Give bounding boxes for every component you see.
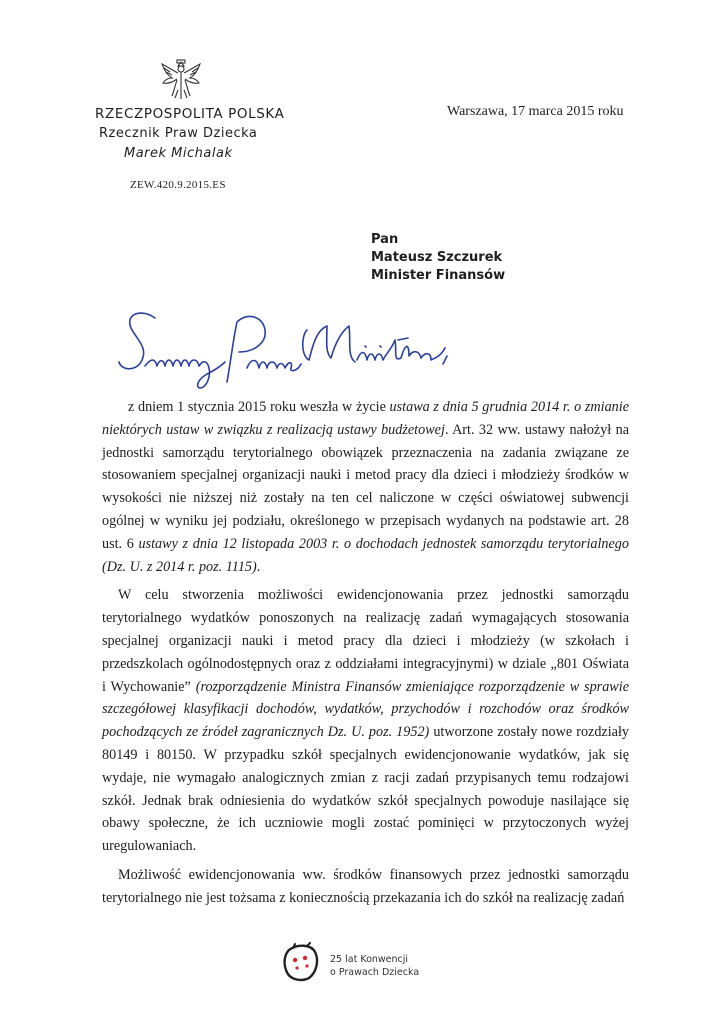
addressee-salutation: Pan bbox=[371, 232, 399, 247]
issuer-country: RZECZPOSPOLITA POLSKA bbox=[95, 106, 285, 122]
reference-number: ZEW.420.9.2015.ES bbox=[130, 179, 226, 191]
convention-smiley-logo-icon bbox=[283, 942, 319, 982]
paragraph-2: W celu stworzenia możliwości ewidencjonowania przez jednostki samorządu terytorialnego wydatków ponoszonych na realizację zadań wymagających stosowania specjalnej organizacji nauki i metod pracy dla dzieci i młodzieży (w szkołach i przedszkolach ogólnodostępnych oraz z oddziałami integracyjnymi) w dziale „801 Oświata i Wychowanie” (rozporządzenie Ministra Finansów zmieniające rozporządzenie w sprawie szczegółowej klasyfikacji dochodów, wydatków, przychodów i rozchodów oraz środków pochodzących ze źródeł zagranicznych Dz. U. poz. 1952) utworzone zostały nowe rozdziały 80149 i 80150. W przypadku szkół specjalnych ewidencjonowanie wydatków, jak się wydaje, nie wymagało analogicznych zmian z racji zadań przypisanych temu rodzajowi szkół. Jednak brak odniesienia do wydatków szkół specjalnych powoduje nasilające się obawy społeczne, że ich uczniowie mogli zostać pominięci w przytoczonych wyżej uregulowaniach. bbox=[102, 587, 629, 855]
addressee-position: Minister Finansów bbox=[371, 268, 506, 283]
footer-line-2: o Prawach Dziecka bbox=[330, 967, 420, 978]
issuer-name: Marek Michalak bbox=[124, 146, 233, 161]
paragraph-1: z dniem 1 stycznia 2015 roku weszła w życie ustawa z dnia 5 grudnia 2014 r. o zmianie niektórych ustaw w związku z realizacją ustawy budżetowej. Art. 32 ww. ustawy nałożył na jednostki samorządu terytorialnego obowiązek przeznaczenia na zadania związane ze stosowaniem specjalnej organizacji nauki i metod pracy dla dzieci i młodzieży środków w wysokości nie niższej niż zostały na ten cel naliczone w części oświatowej subwencji ogólnej w wyniku jej podziału, określonego w przepisach wydanych na podstawie art. 28 ust. 6 ustawy z dnia 12 listopada 2003 r. o dochodach jednostek samorządu terytorialnego (Dz. U. z 2014 r. poz. 1115). bbox=[102, 399, 629, 575]
handwritten-greeting-signature bbox=[115, 300, 455, 395]
signature-text: Szanowny Panie Ministrze, bbox=[115, 394, 126, 395]
paragraph-3: Możliwość ewidencjonowania ww. środków finansowych przez jednostki samorządu terytorialnego nie jest tożsama z koniecznością przekazania ich do szkół na realizację zadań bbox=[102, 866, 629, 906]
footer-line-1: 25 lat Konwencji bbox=[330, 954, 409, 965]
polish-eagle-emblem-icon bbox=[158, 56, 204, 102]
letter-date: Warszawa, 17 marca 2015 roku bbox=[447, 104, 624, 119]
footer-logo-text bbox=[330, 953, 419, 979]
issuer-office: Rzecznik Praw Dziecka bbox=[99, 126, 258, 141]
addressee-name: Mateusz Szczurek bbox=[371, 250, 503, 265]
letter-body bbox=[102, 396, 629, 916]
